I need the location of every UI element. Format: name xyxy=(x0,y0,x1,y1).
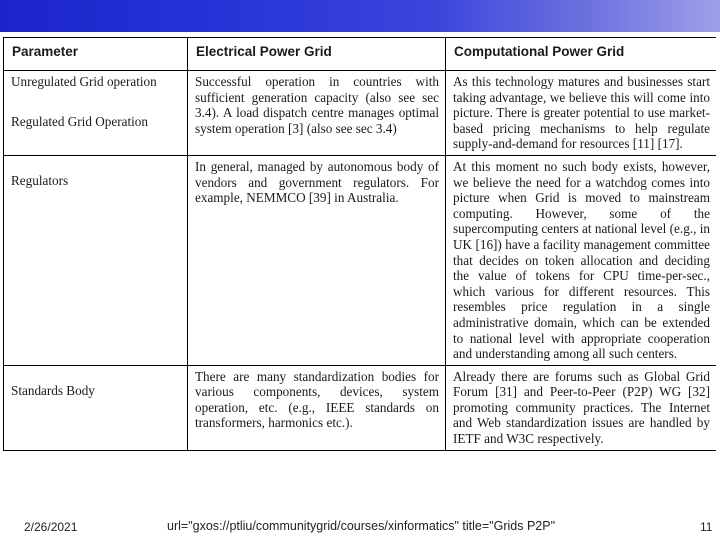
parameter-unregulated-grid-operation: Unregulated Grid operation xyxy=(11,74,157,89)
header-electrical-power-grid: Electrical Power Grid xyxy=(188,38,446,71)
table-header-row xyxy=(4,38,717,71)
parameter-regulators: Regulators xyxy=(11,172,69,188)
comparison-table xyxy=(3,37,716,451)
computational-cell: Already there are forums such as Global Grid Forum [31] and Peer-to-Peer (P2P) WG [32] promoting community practices. The Internet and Web standardization issues are handled by IETF and W3C respectively. xyxy=(446,365,717,450)
table-row xyxy=(4,155,717,365)
title-bar xyxy=(0,0,720,32)
comparison-table-container xyxy=(3,37,716,540)
parameter-cell xyxy=(4,365,188,450)
electrical-cell: Successful operation in countries with sufficient generation capacity (also see sec 3.4). A load dispatch centre manages optimal system operation [3] (also see sec 3.4) xyxy=(188,71,446,156)
electrical-cell: In general, managed by autonomous body of vendors and government regulators. For example, NEMMCO [39] in Australia. xyxy=(188,155,446,365)
table-row xyxy=(4,71,717,156)
header-computational-power-grid: Computational Power Grid xyxy=(446,38,717,71)
footer-url: url="gxos://ptliu/communitygrid/courses/xinformatics" title="Grids P2P" xyxy=(167,519,556,533)
electrical-cell: There are many standardization bodies for various components, devices, system operation, etc. (e.g., IEEE standards on transformers, harmonics etc.). xyxy=(188,365,446,450)
parameter-cell xyxy=(4,155,188,365)
computational-cell: At this moment no such body exists, however, we believe the need for a watchdog comes into picture when Grid is moved to mainstream computing. However, some of the supercomputing centers at national level (e.g., in UK [16]) have a facility management committee that decides on token allocation and deciding the value of tokens for CPU time-per-sec., which various for different resources. This resembles price regulation in a single administrative domain, which can be extended to national level with appropriate cooperation and understanding among all such centers. xyxy=(446,155,717,365)
table-row xyxy=(4,365,717,450)
parameter-cell xyxy=(4,71,188,156)
parameter-standards-body: Standards Body xyxy=(11,382,95,398)
computational-cell: As this technology matures and businesses start taking advantage, we believe this will come into picture. There is greater potential to use market-based pricing mechanisms to help regulate supply-and-demand for resources [11] [17]. xyxy=(446,71,717,156)
footer-date: 2/26/2021 xyxy=(24,520,78,534)
parameter-regulated-grid-operation: Regulated Grid Operation xyxy=(11,113,148,129)
header-parameter: Parameter xyxy=(4,38,188,71)
page-number: 11 xyxy=(700,520,713,534)
